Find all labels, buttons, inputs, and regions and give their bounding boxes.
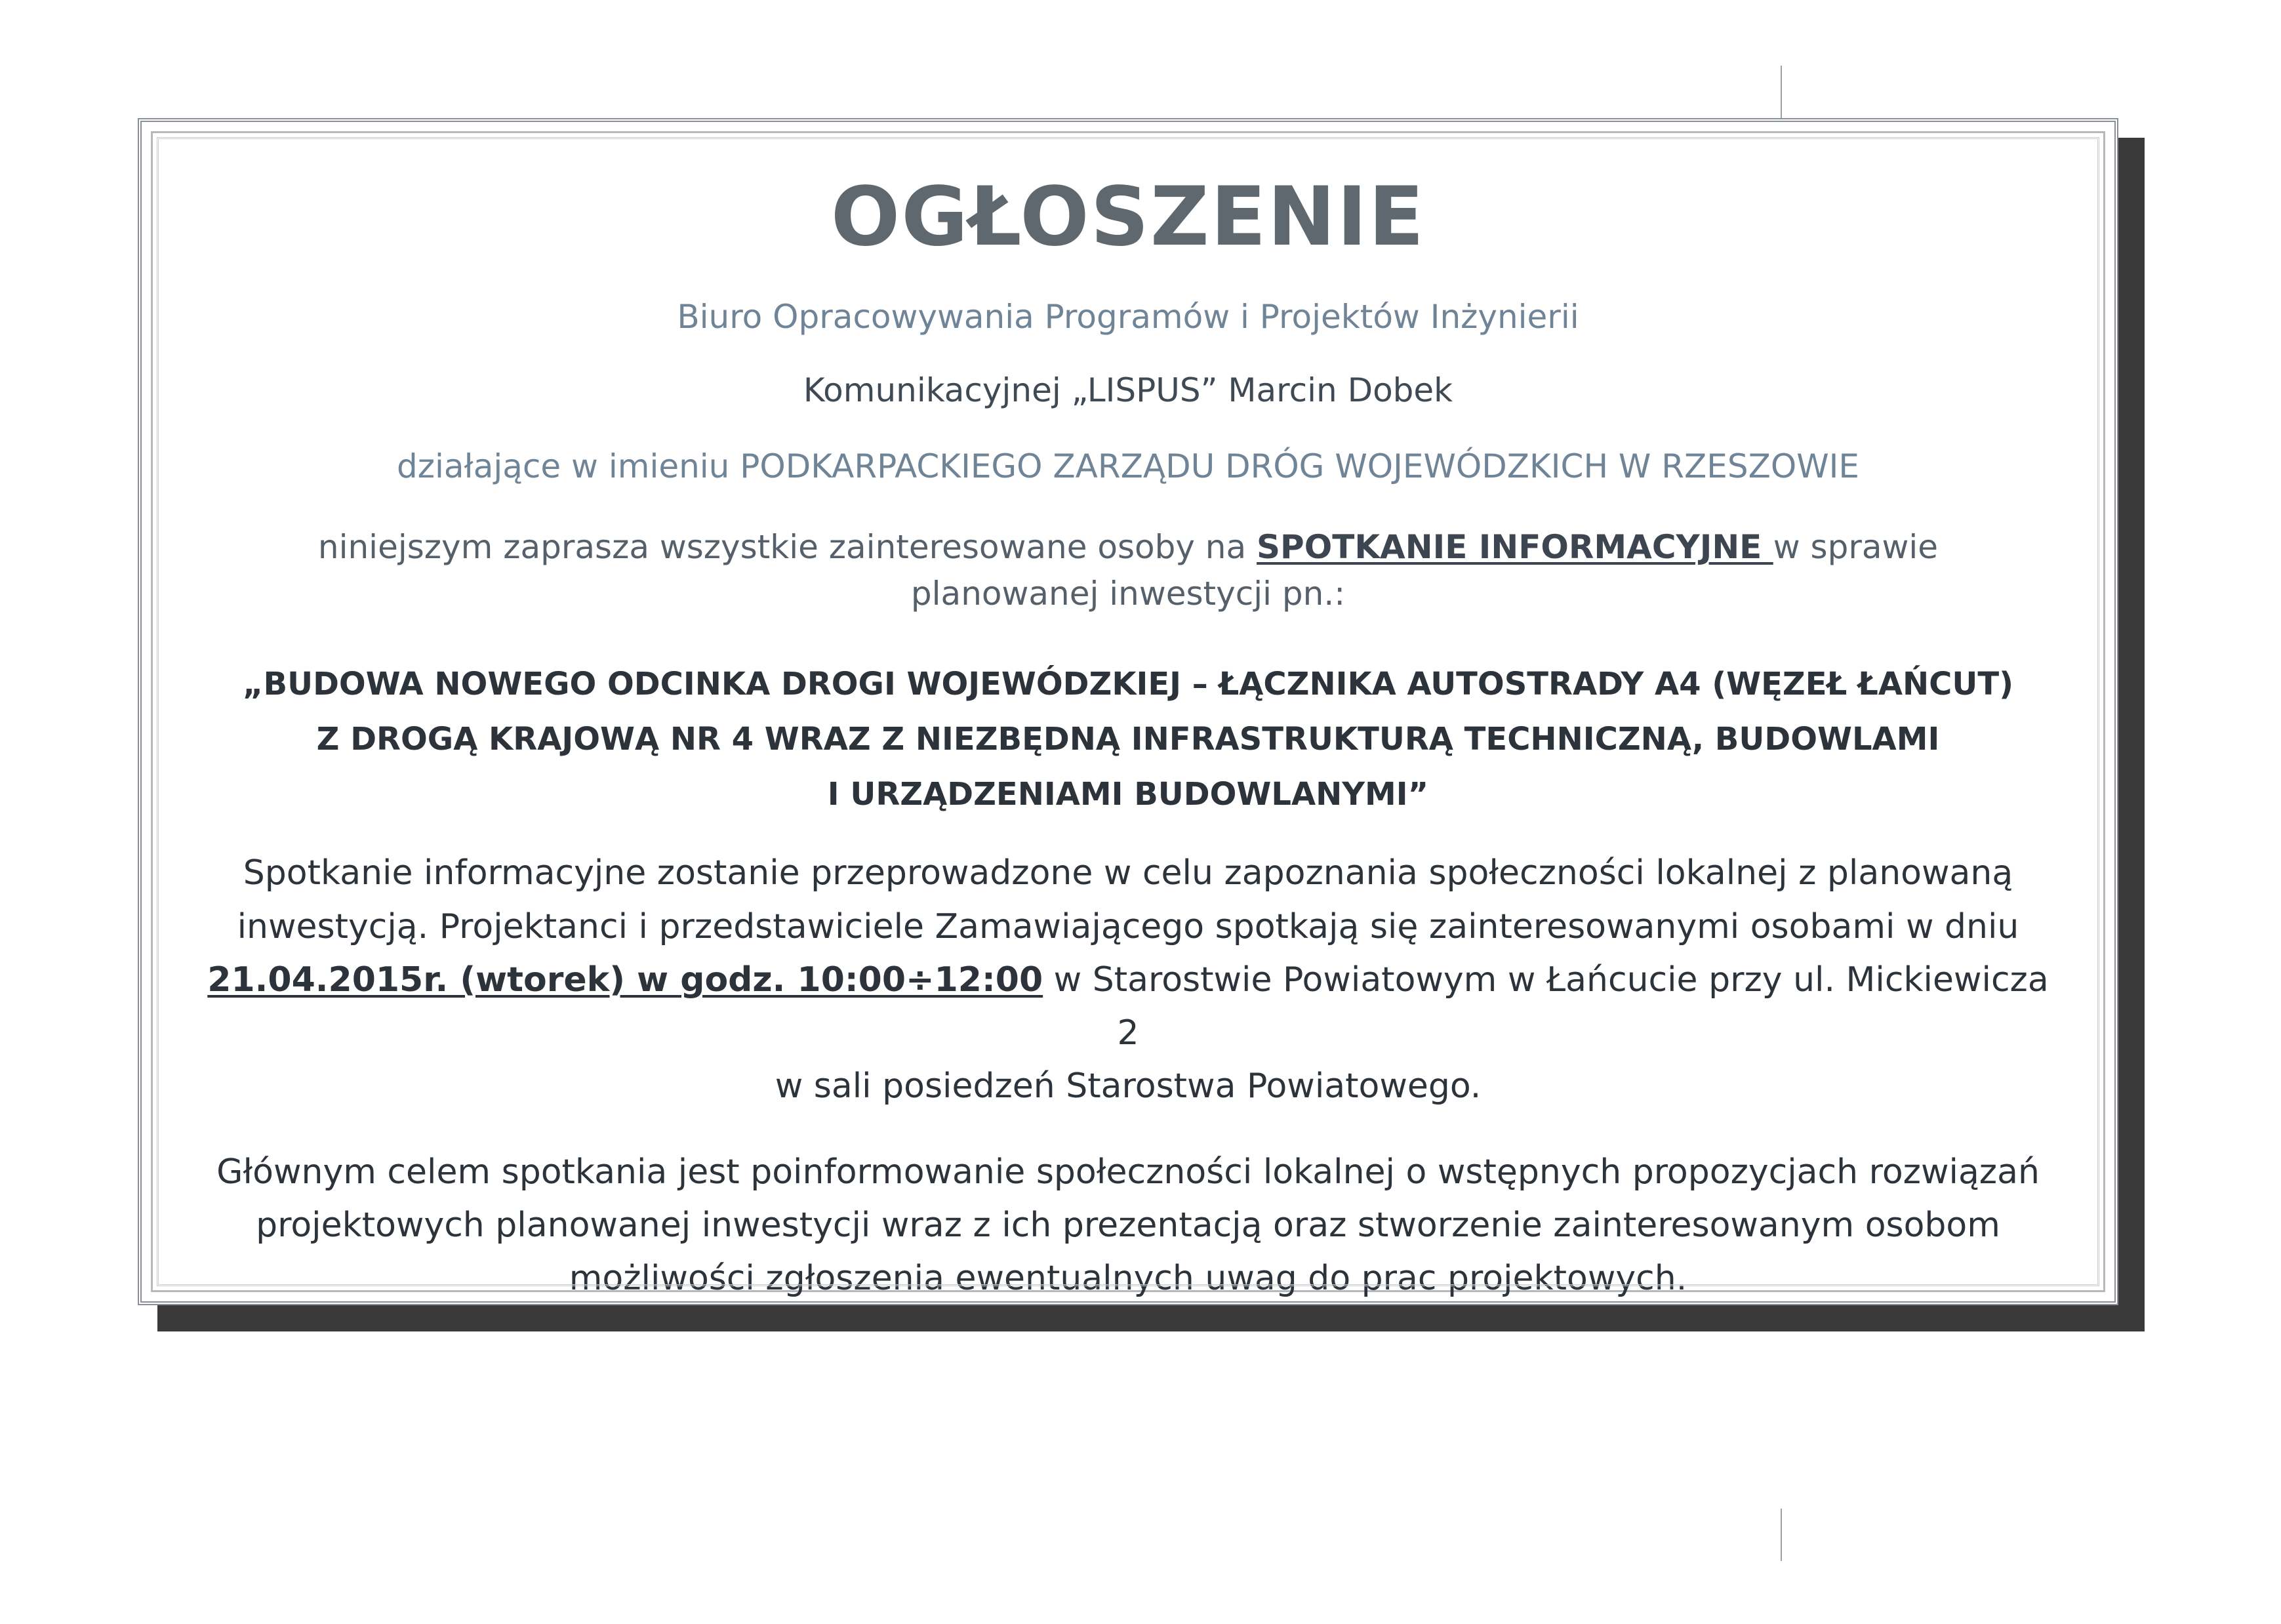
project-title [199,657,2057,822]
invitation-text [199,524,2057,617]
goal-line-3: możliwości zgłoszenia ewentualnych uwag do prac projektowych. [569,1259,1687,1299]
invitation-after: w sprawie [1773,528,1939,567]
meeting-place: w Starostwie Powiatowym w Łańcucie przy ul. Mickiewicza 2 [1043,960,2049,1053]
invitation-highlight: SPOTKANIE INFORMACYJNE [1257,528,1773,567]
project-title-line-2: Z DROGĄ KRAJOWĄ NR 4 WRAZ Z NIEZBĘDNĄ INFRASTRUKTURĄ TECHNICZNĄ, BUDOWLAMI [316,721,1940,758]
meeting-line-2: inwestycją. Projektanci i przedstawiciele Zamawiającego spotkają się zainteresowanymi osobami w dniu [237,906,2019,946]
meeting-line-4: w sali posiedzeń Starostwa Powiatowego. [775,1066,1482,1106]
project-title-line-3: I URZĄDZENIAMI BUDOWLANYMI” [827,776,1429,813]
meeting-date: 21.04.2015r. (wtorek) w godz. 10:00÷12:00 [207,960,1043,1000]
organization-line-3: działające w imieniu PODKARPACKIEGO ZARZĄDU DRÓG WOJEWÓDZKICH W RZESZOWIE [397,447,1859,486]
meeting-line-1: Spotkanie informacyjne zostanie przeprowadzone w celu zapoznania społeczności lokalnej z planowaną [243,853,2013,893]
project-title-line-1: „BUDOWA NOWEGO ODCINKA DROGI WOJEWÓDZKIEJ – ŁĄCZNIKA AUTOSTRADY A4 (WĘZEŁ ŁAŃCUT) [242,666,2014,703]
invitation-line-2: planowanej inwestycji pn.: [910,575,1346,613]
organization-line-1: Biuro Opracowywania Programów i Projektów Inżynierii [677,298,1579,336]
goal-paragraph [199,1146,2057,1305]
notice-content [151,131,2105,1299]
notice-frame [138,118,2118,1305]
organization-line-2: Komunikacyjnej „LISPUS” Marcin Dobek [803,371,1453,410]
scan-mark-bottom [1781,1509,1782,1561]
notice-title: OGŁOSZENIE [830,170,1426,264]
invitation-before: niniejszym zaprasza wszystkie zainteresowane osoby na [317,528,1257,567]
meeting-paragraph [199,847,2057,1113]
goal-line-1: Głównym celem spotkania jest poinformowanie społeczności lokalnej o wstępnych propozycjach rozwiązań [216,1152,2040,1192]
goal-line-2: projektowych planowanej inwestycji wraz z ich prezentacją oraz stworzenie zainteresowanym osobom [256,1206,2000,1246]
